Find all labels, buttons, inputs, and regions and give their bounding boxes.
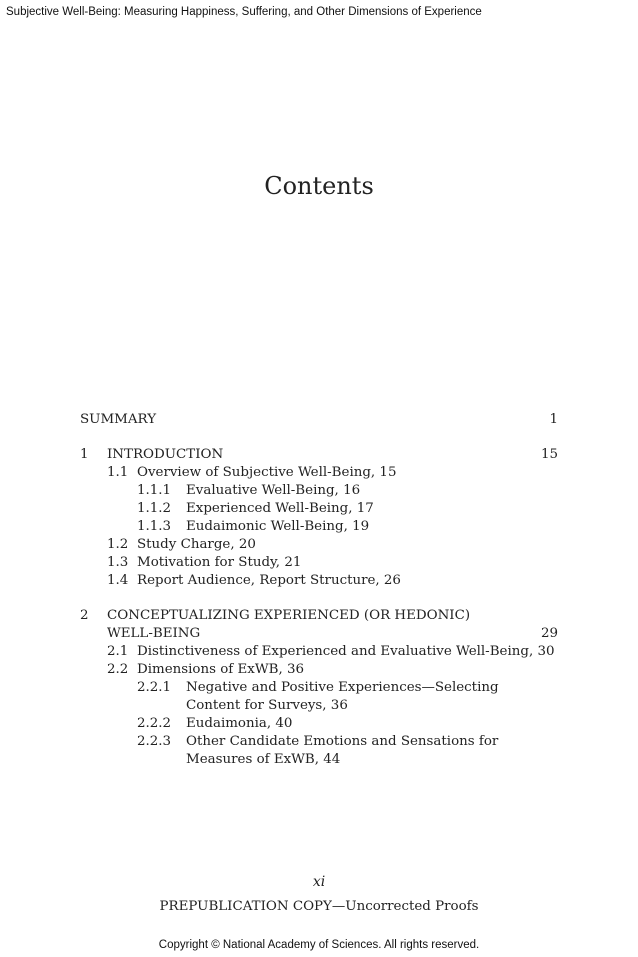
toc-section-entry[interactable]: Motivation for Study, 21	[137, 555, 302, 570]
toc-subsection-number: 2.2.1	[137, 680, 172, 695]
toc-section-number: 1.3	[107, 555, 129, 570]
toc-summary-page: 1	[549, 412, 558, 427]
toc-subsection-number: 1.1.1	[137, 483, 172, 498]
toc-subsection-number: 2.2.2	[137, 716, 172, 731]
toc-chapter-1-number: 1	[80, 447, 89, 462]
toc-section-number: 2.1	[107, 644, 129, 659]
toc-subsection-entry[interactable]: Evaluative Well-Being, 16	[186, 483, 361, 498]
toc-summary-label[interactable]: SUMMARY	[80, 412, 157, 427]
toc-section-entry[interactable]: Report Audience, Report Structure, 26	[137, 573, 401, 588]
copyright-notice: Copyright © National Academy of Sciences. All rights reserved.	[158, 939, 480, 951]
toc-chapter-2-number: 2	[80, 608, 89, 623]
page-number: xi	[312, 874, 326, 890]
toc-section-number: 1.1	[107, 465, 129, 480]
page-title: Contents	[264, 172, 374, 200]
proof-notice: PREPUBLICATION COPY—Uncorrected Proofs	[159, 899, 479, 914]
toc-subsection-number: 1.1.2	[137, 501, 172, 516]
toc-chapter-1-page: 15	[540, 447, 558, 462]
toc-subsection-entry[interactable]: Experienced Well-Being, 17	[186, 501, 374, 516]
toc-section-entry[interactable]: Distinctiveness of Experienced and Evaluative Well-Being, 30	[137, 644, 555, 659]
toc-subsection-entry[interactable]: Eudaimonic Well-Being, 19	[186, 519, 370, 534]
toc-chapter-2-title[interactable]: CONCEPTUALIZING EXPERIENCED (OR HEDONIC)	[107, 608, 471, 623]
toc-chapter-2-title-continued[interactable]: WELL-BEING	[107, 626, 201, 641]
toc-subsection-entry[interactable]: Other Candidate Emotions and Sensations for	[186, 734, 499, 749]
toc-subsection-number: 2.2.3	[137, 734, 172, 749]
toc-section-entry[interactable]: Dimensions of ExWB, 36	[137, 662, 304, 677]
toc-section-entry[interactable]: Study Charge, 20	[137, 537, 256, 552]
running-header: Subjective Well-Being: Measuring Happiness, Suffering, and Other Dimensions of Experience	[6, 6, 482, 18]
toc-subsection-entry[interactable]: Eudaimonia, 40	[186, 716, 293, 731]
toc-subsection-number: 1.1.3	[137, 519, 172, 534]
toc-subsection-entry[interactable]: Negative and Positive Experiences—Selecting	[186, 680, 499, 695]
toc-section-entry[interactable]: Overview of Subjective Well-Being, 15	[137, 465, 397, 480]
toc-section-number: 1.2	[107, 537, 129, 552]
toc-chapter-2-page: 29	[540, 626, 558, 641]
toc-subsection-entry-continued[interactable]: Content for Surveys, 36	[186, 698, 348, 713]
toc-section-number: 2.2	[107, 662, 129, 677]
toc-section-number: 1.4	[107, 573, 129, 588]
toc-subsection-entry-continued[interactable]: Measures of ExWB, 44	[186, 752, 341, 767]
toc-chapter-1-title[interactable]: INTRODUCTION	[107, 447, 224, 462]
